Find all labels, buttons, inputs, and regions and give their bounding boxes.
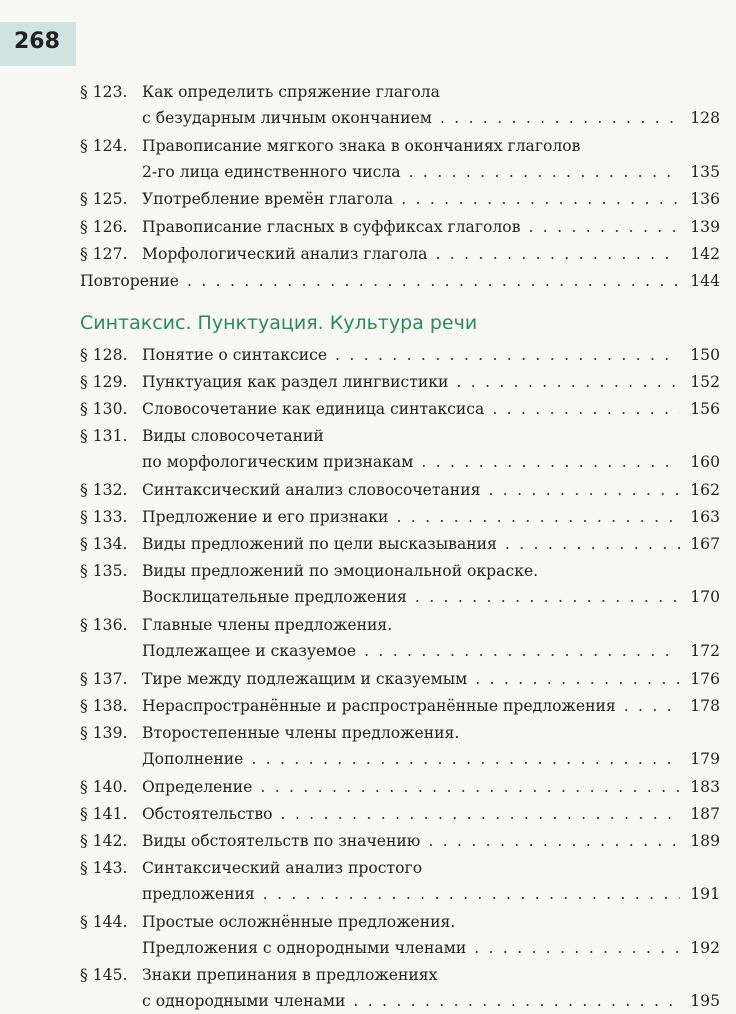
toc-entry-number: § 139. xyxy=(80,723,128,742)
toc-entry-title-line: Главные члены предложения. xyxy=(142,616,393,634)
toc-entry[interactable] xyxy=(80,774,720,800)
dot-leader xyxy=(263,881,680,907)
dot-leader xyxy=(440,105,680,131)
toc-entry-page: 170 xyxy=(690,588,720,607)
toc-entry-title-line: Предложения с однородными членами xyxy=(142,938,467,957)
toc-entry-title-line: Обстоятельство xyxy=(142,804,273,823)
dot-leader xyxy=(624,693,680,719)
toc-entry-title-line: Виды обстоятельств по значению xyxy=(142,831,421,850)
toc-entry-number: § 128. xyxy=(80,346,128,364)
toc-entry[interactable] xyxy=(80,342,720,368)
toc-entry-title-line: Как определить спряжение глагола xyxy=(142,83,440,101)
toc-entry-title-line: предложения xyxy=(142,884,255,903)
dot-leader xyxy=(428,828,680,854)
toc-entry-number: § 141. xyxy=(80,804,128,823)
toc-entry-number: § 130. xyxy=(80,400,128,419)
toc-entry-page: 150 xyxy=(690,346,720,364)
dot-leader xyxy=(475,666,680,692)
toc-entry-title-line: по морфологическим признакам xyxy=(142,453,414,472)
toc-entry-page: 160 xyxy=(690,453,720,472)
toc-entry-number: § 138. xyxy=(80,696,128,715)
toc-entry-page: 179 xyxy=(690,749,720,768)
toc-entry-title-line: Подлежащее и сказуемое xyxy=(142,642,357,660)
toc-entry-number: § 137. xyxy=(80,669,128,688)
toc-entry-title-line: Правописание гласных в суффиксах глаголов xyxy=(142,217,521,236)
page-number: 268 xyxy=(14,29,60,54)
toc-entry[interactable] xyxy=(80,79,720,131)
toc-entry-page: 142 xyxy=(690,244,720,263)
toc-entry-title-line: Нераспространённые и распространённые предложения xyxy=(142,696,616,715)
toc-entry[interactable] xyxy=(80,477,720,503)
toc-entry-page: 163 xyxy=(690,508,720,527)
toc-entry-page: 135 xyxy=(690,162,720,181)
dot-leader xyxy=(505,531,680,557)
dot-leader xyxy=(435,241,680,267)
toc-entry-page: 189 xyxy=(690,831,720,850)
toc-entry[interactable] xyxy=(80,720,720,772)
toc-entry-title-line: с безударным личным окончанием xyxy=(142,109,432,127)
toc-entry-title-line: Восклицательные предложения xyxy=(142,588,407,607)
toc-entry-title-line: Правописание мягкого знака в окончаниях глаголов xyxy=(142,136,581,155)
toc-entry-number: § 142. xyxy=(80,831,128,850)
dot-leader xyxy=(187,268,680,294)
toc-entry-title-line: Дополнение xyxy=(142,749,244,768)
toc-entry-page: 152 xyxy=(690,373,720,392)
toc-entry-page: 195 xyxy=(690,992,720,1011)
toc-entry-page: 139 xyxy=(690,217,720,236)
dot-leader xyxy=(251,746,680,772)
toc-entry[interactable] xyxy=(80,369,720,395)
toc-entry-page: 192 xyxy=(690,938,720,957)
dot-leader xyxy=(364,638,680,664)
toc-entry-number: § 136. xyxy=(80,616,128,634)
toc-entry-title-line: Употребление времён глагола xyxy=(142,190,394,209)
toc-entry-page: 183 xyxy=(690,777,720,796)
toc-entry-number: § 133. xyxy=(80,508,128,527)
toc-entry-number: § 140. xyxy=(80,777,128,796)
toc-entry[interactable] xyxy=(80,909,720,961)
dot-leader xyxy=(335,342,680,368)
toc-entry[interactable] xyxy=(80,801,720,827)
toc-entry-page: 144 xyxy=(690,271,720,290)
toc-entry-page: 176 xyxy=(690,669,720,688)
toc-entry-title-line: Второстепенные члены предложения. xyxy=(142,723,460,742)
toc-entry-number: § 126. xyxy=(80,217,128,236)
dot-leader xyxy=(456,369,680,395)
toc-entry-number: § 129. xyxy=(80,373,128,392)
toc-entry-title-line: Тире между подлежащим и сказуемым xyxy=(142,669,468,688)
dot-leader xyxy=(421,449,680,475)
toc-entry-title-line: Виды предложений по эмоциональной окраске. xyxy=(142,562,539,581)
toc-entry-title-line: Морфологический анализ глагола xyxy=(142,244,428,263)
dot-leader xyxy=(492,396,680,422)
toc-entry-title-line: Предложение и его признаки xyxy=(142,508,389,527)
toc-entry-page: 178 xyxy=(690,696,720,715)
toc-entry[interactable] xyxy=(80,241,720,267)
toc-entry-page: 136 xyxy=(690,190,720,209)
toc-entry-title-line: Синтаксический анализ простого xyxy=(142,858,423,877)
toc-entry-title-line: Простые осложнённые предложения. xyxy=(142,912,456,931)
toc-entry-number: § 132. xyxy=(80,481,128,499)
dot-leader xyxy=(488,477,680,503)
toc-entry-title-line: Виды словосочетаний xyxy=(142,427,324,446)
dot-leader xyxy=(474,935,680,961)
toc-entry-title-line: Пунктуация как раздел лингвистики xyxy=(142,373,449,392)
toc-entry[interactable] xyxy=(80,133,720,185)
toc-entry-page: 172 xyxy=(690,642,720,660)
toc-entry[interactable] xyxy=(80,423,720,475)
toc-entry-title-line: Знаки препинания в предложениях xyxy=(142,966,438,985)
toc-entry-title-line: 2-го лица единственного числа xyxy=(142,162,401,181)
section-heading: Синтаксис. Пунктуация. Культура речи xyxy=(80,312,478,334)
toc-entry[interactable] xyxy=(80,214,720,240)
toc-entry-title-line: Понятие о синтаксисе xyxy=(142,346,328,364)
toc-entry-title-line: Повторение xyxy=(80,271,180,290)
toc-entry[interactable] xyxy=(80,504,720,530)
toc-entry-number: § 145. xyxy=(80,966,128,985)
dot-leader xyxy=(401,186,680,212)
toc-entry[interactable] xyxy=(80,828,720,854)
toc-entry[interactable] xyxy=(80,962,720,1014)
toc-entry[interactable] xyxy=(80,612,720,664)
toc-entry-number: § 134. xyxy=(80,535,128,554)
toc-entry-page: 191 xyxy=(690,884,720,903)
dot-leader xyxy=(260,774,680,800)
toc-entry-number: § 135. xyxy=(80,562,128,581)
toc-entry[interactable] xyxy=(80,666,720,692)
toc-entry-title-line: Словосочетание как единица синтаксиса xyxy=(142,400,485,419)
toc-entry-number: § 143. xyxy=(80,858,128,877)
toc-entry-number: § 124. xyxy=(80,136,128,155)
toc-entry-title-line: с однородными членами xyxy=(142,992,346,1011)
toc-entry-number: § 125. xyxy=(80,190,128,209)
dot-leader xyxy=(281,801,680,827)
toc-entry-page: 162 xyxy=(690,481,720,499)
toc-entry-page: 167 xyxy=(690,535,720,554)
toc-entry[interactable] xyxy=(80,396,720,422)
dot-leader xyxy=(353,988,680,1014)
toc-entry-page: 187 xyxy=(690,804,720,823)
toc-entry-page: 156 xyxy=(690,400,720,419)
toc-entry-title-line: Синтаксический анализ словосочетания xyxy=(142,481,481,499)
toc-entry-page: 128 xyxy=(690,109,720,127)
toc-entry-title-line: Определение xyxy=(142,777,253,796)
dot-leader xyxy=(409,159,680,185)
toc-entry-number: § 123. xyxy=(80,83,128,101)
toc-entry-number: § 131. xyxy=(80,427,128,446)
toc-entry-number: § 144. xyxy=(80,912,128,931)
toc-entry[interactable] xyxy=(80,186,720,212)
toc-entry[interactable] xyxy=(80,558,720,610)
toc-entry[interactable] xyxy=(80,268,720,294)
toc-entry-number: § 127. xyxy=(80,244,128,263)
toc-entry[interactable] xyxy=(80,855,720,907)
toc-entry-title-line: Виды предложений по цели высказывания xyxy=(142,535,497,554)
toc-entry[interactable] xyxy=(80,531,720,557)
dot-leader xyxy=(396,504,680,530)
toc-entry[interactable] xyxy=(80,693,720,719)
dot-leader xyxy=(528,214,680,240)
dot-leader xyxy=(415,584,680,610)
